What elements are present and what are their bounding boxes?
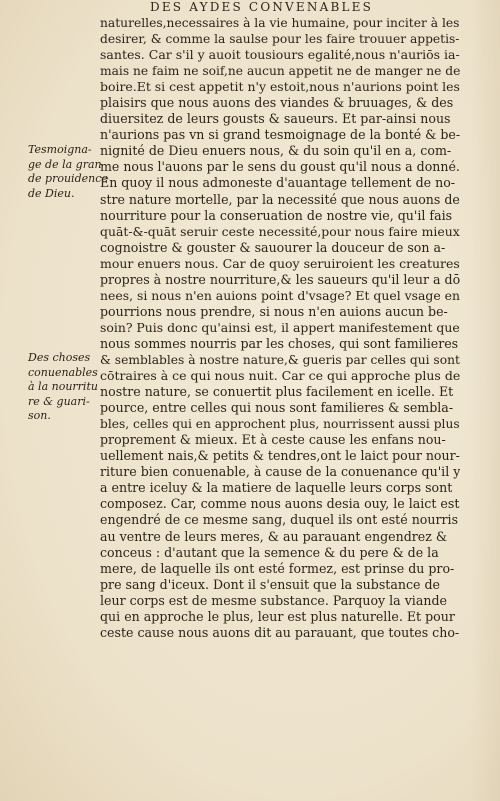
margin-note-nourishment [28, 351, 100, 424]
margin-note-line: à la nourritu [28, 380, 98, 393]
text-line: nostre nature, se conuertit plus facilement en icelle. Et [100, 384, 454, 400]
text-line: soin? Puis donc qu'ainsi est, il appert manifestement que [100, 319, 460, 335]
text-line: conceus : d'autant que la semence & du pere & de la [100, 544, 439, 560]
margin-note-line: son. [28, 409, 51, 422]
text-line: cognoistre & gouster & sauourer la douceur de son a- [100, 239, 446, 255]
text-line: me nous l'auons par le sens du goust qu'il nous a donné. [100, 159, 460, 175]
margin-note-line: ge de la gran [28, 157, 102, 171]
text-line: proprement & mieux. Et à ceste cause les enfans nou- [100, 432, 446, 448]
text-line: santes. Car s'il y auoit tousiours egalité,nous n'auriōs ia- [100, 47, 460, 63]
margin-note-line: conuenables [28, 365, 98, 379]
text-line: nignité de Dieu enuers nous, & du soin qu'il en a, com- [100, 143, 452, 159]
text-line: stre nature mortelle, par la necessité que nous auons de [100, 191, 460, 207]
text-line: En quoy il nous admoneste d'auantage tellement de no- [100, 175, 456, 191]
text-line: desirer, & comme la saulse pour les faire trouuer appetis- [100, 32, 460, 47]
text-line: nous sommes nourris par les choses, qui sont familieres [100, 335, 459, 351]
text-line: bles, celles qui en approchent plus, nourrissent aussi plus [100, 417, 460, 432]
text-line: engendré de ce mesme sang, duquel ils ont esté nourris [100, 512, 459, 528]
text-line: quāt-&-quāt seruir ceste necessité,pour nous faire mieux [100, 223, 460, 239]
margin-note-line: de Dieu. [28, 186, 75, 200]
running-head: DES AYDES CONVENABLES [150, 0, 374, 14]
margin-note-line: re & guari- [28, 394, 90, 408]
text-line: mour enuers nous. Car de quoy seruiroient les creatures [100, 255, 460, 271]
text-line: mere, de laquelle ils ont esté formez, est prinse du pro- [100, 560, 455, 576]
margin-note-providence [28, 143, 108, 201]
body-text [100, 15, 460, 641]
text-line: pourrions nous prendre, si nous n'en auions aucun be- [100, 303, 448, 319]
text-line: ceste cause nous auons dit au parauant, que toutes cho- [100, 624, 460, 640]
text-line: riture bien conuenable, à cause de la conuenance qu'il y [100, 464, 460, 480]
margin-note-line: de prouidence [28, 172, 108, 185]
text-line: cōtraires à ce qui nous nuit. Car ce qui approche plus de [100, 368, 460, 384]
text-line: a entre iceluy & la matiere de laquelle leurs corps sont [100, 480, 453, 496]
margin-note-line: Tesmoigna- [28, 143, 92, 156]
text-line: propres à nostre nourriture,& les saueurs qu'il leur a dō [100, 271, 460, 287]
text-line: qui en approche le plus, leur est plus naturelle. Et pour [100, 608, 455, 624]
text-line: nourriture pour la conseruation de nostre vie, qu'il fais [100, 207, 453, 223]
text-line: diuersitez de leurs gousts & saueurs. Et par-ainsi nous [100, 111, 451, 127]
text-line: nees, si nous n'en auions point d'vsage? Et quel vsage en [100, 287, 460, 303]
text-line: plaisirs que nous auons des viandes & bruuages, & des [100, 95, 454, 111]
text-line: pre sang d'iceux. Dont il s'ensuit que la substance de [100, 576, 441, 592]
text-line: pource, entre celles qui nous sont familieres & sembla- [100, 400, 454, 416]
text-line: leur corps est de mesme substance. Parquoy la viande [100, 592, 447, 608]
text-line: mais ne faim ne soif,ne aucun appetit ne de manger ne de [100, 64, 460, 79]
page-edge-shadow [470, 0, 500, 801]
text-line: boire.Et si cest appetit n'y estoit,nous n'aurions point les [100, 79, 460, 95]
text-line: & semblables à nostre nature,& gueris par celles qui sont [100, 352, 460, 367]
text-line: uellement nais,& petits & tendres,ont le laict pour nour- [100, 448, 460, 464]
text-line: au ventre de leurs meres, & au parauant engendrez & [100, 528, 448, 544]
text-line: composez. Car, comme nous auons desia ouy, le laict est [100, 496, 460, 512]
text-line: n'aurions pas vn si grand tesmoignage de la bonté & be- [100, 127, 460, 143]
margin-note-line: Des choses [28, 351, 91, 364]
text-line: naturelles,necessaires à la vie humaine, pour inciter à les [100, 16, 460, 30]
